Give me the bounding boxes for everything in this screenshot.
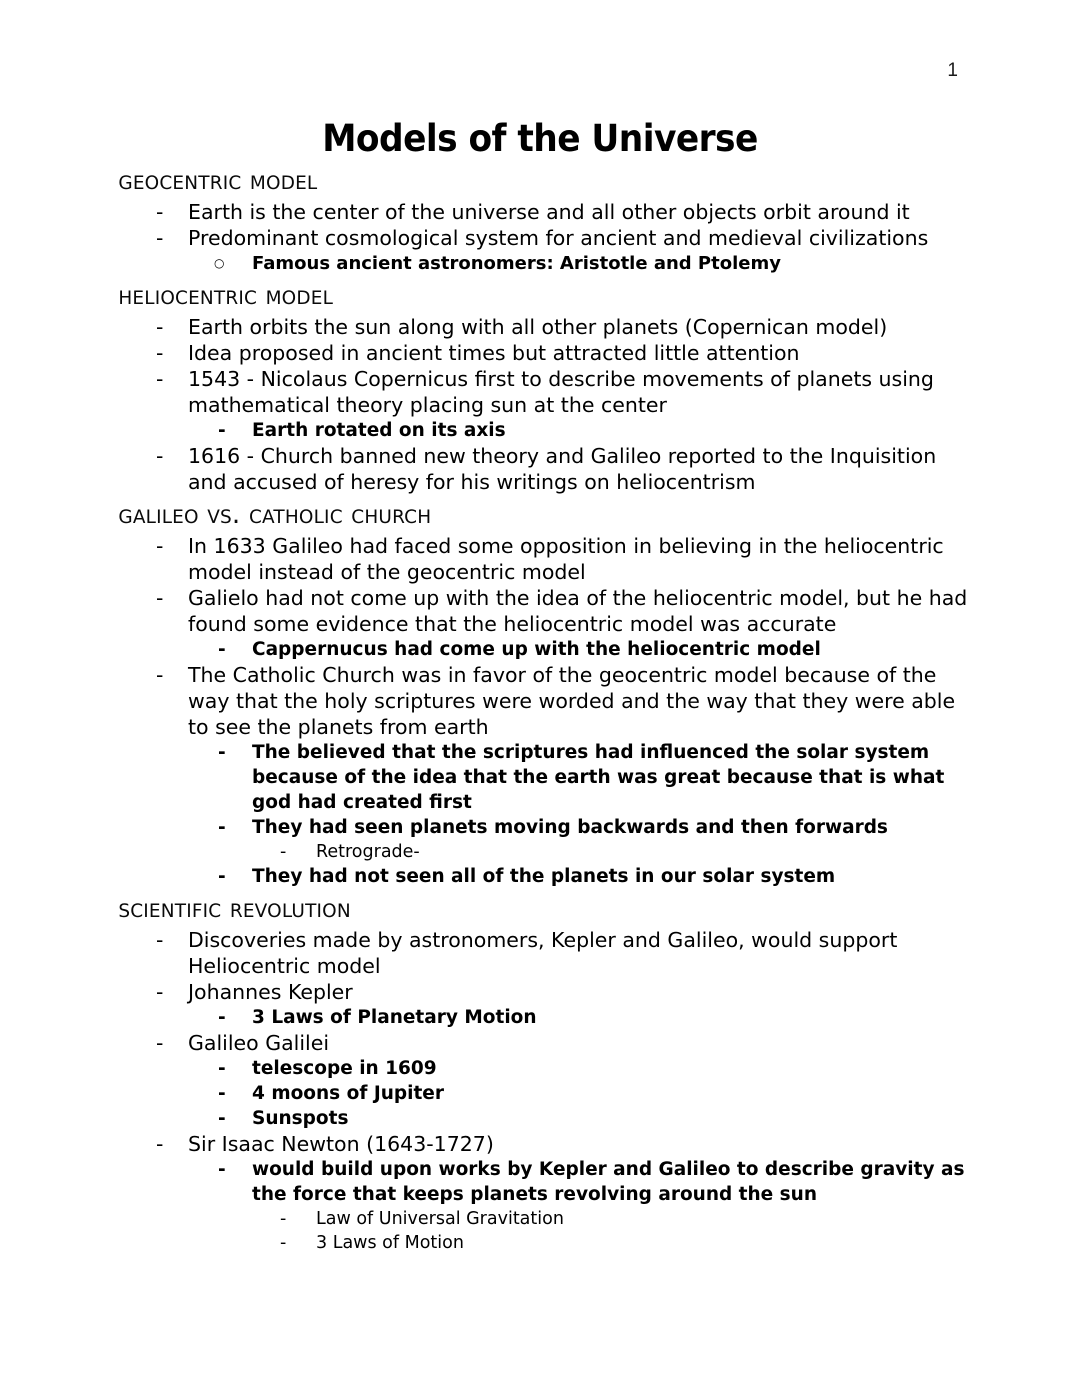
bullet-text: They had not seen all of the planets in our solar system (252, 866, 836, 887)
bullet-item (0, 815, 1080, 840)
bullet-text: Retrograde- (316, 842, 420, 862)
bullet-item (0, 1207, 1080, 1231)
bullet-text: Famous ancient astronomers: Aristotle and Ptolemy (252, 253, 781, 274)
bullet-marker-icon: - (156, 367, 164, 391)
bullet-item (0, 1056, 1080, 1081)
sections-container (0, 164, 1080, 1255)
section-heading: scientific revolution (118, 893, 351, 924)
section-heading: heliocentric model (118, 280, 334, 311)
bullet-text: 1616 - Church banned new theory and Galileo reported to the Inquisition and accused of heresy for his writings on heliocentrism (188, 444, 937, 494)
bullet-text: Johannes Kepler (188, 980, 353, 1004)
bullet-item (0, 1106, 1080, 1131)
bullet-text: Galielo had not come up with the idea of the heliocentric model, but he had found some evidence that the heliocentric model was accurate (188, 586, 968, 636)
bullet-text: The Catholic Church was in favor of the geocentric model because of the way that the holy scriptures were worded and the way that they were able to see the planets from earth (188, 663, 956, 739)
bullet-text: Earth rotated on its axis (252, 420, 506, 441)
bullet-item (0, 225, 1080, 251)
bullet-marker-icon: - (218, 1058, 226, 1079)
bullet-item (0, 314, 1080, 340)
bullet-item (0, 585, 1080, 637)
section-heading: galileo vs. catholic church (118, 499, 432, 530)
bullet-item (0, 740, 1080, 815)
bullet-item (0, 443, 1080, 495)
bullet-text: Earth is the center of the universe and all other objects orbit around it (188, 200, 910, 224)
bullet-marker-icon: - (156, 663, 164, 687)
section (0, 279, 1080, 495)
bullet-text: telescope in 1609 (252, 1058, 437, 1079)
bullet-text: Earth orbits the sun along with all other planets (Copernican model) (188, 315, 888, 339)
bullet-item (0, 1030, 1080, 1056)
bullet-text: Sir Isaac Newton (1643-1727) (188, 1132, 494, 1156)
page-number: 1 (947, 60, 958, 81)
bullet-marker-icon: - (156, 534, 164, 558)
bullet-text: 1543 - Nicolaus Copernicus first to describe movements of planets using mathematical theory placing sun at the center (188, 367, 934, 417)
section (0, 892, 1080, 1255)
bullet-marker-icon: - (218, 742, 226, 763)
bullet-marker-icon: - (218, 1007, 226, 1028)
bullet-item (0, 637, 1080, 662)
bullet-item (0, 662, 1080, 740)
bullet-marker-icon: - (218, 639, 226, 660)
bullet-marker-icon: - (156, 586, 164, 610)
bullet-item (0, 199, 1080, 225)
bullet-marker-icon: - (218, 420, 226, 441)
bullet-item (0, 1157, 1080, 1207)
bullet-item (0, 979, 1080, 1005)
bullet-item (0, 340, 1080, 366)
section (0, 164, 1080, 276)
bullet-item (0, 1005, 1080, 1030)
bullet-text: would build upon works by Kepler and Galileo to describe gravity as the force that keeps planets revolving around the sun (252, 1159, 965, 1205)
bullet-marker-icon: - (156, 1132, 164, 1156)
bullet-item (0, 840, 1080, 864)
bullet-item (0, 1131, 1080, 1157)
bullet-text: 4 moons of Jupiter (252, 1083, 444, 1104)
bullet-marker-icon: - (280, 1233, 287, 1253)
bullet-item (0, 1081, 1080, 1106)
section (0, 498, 1080, 889)
bullet-marker-icon: - (218, 817, 226, 838)
bullet-text: They had seen planets moving backwards and then forwards (252, 817, 888, 838)
bullet-marker-icon: - (280, 1209, 287, 1229)
bullet-text: 3 Laws of Motion (316, 1233, 464, 1253)
section-heading: geocentric model (118, 165, 318, 196)
bullet-text: Galileo Galilei (188, 1031, 330, 1055)
bullet-item (0, 251, 1080, 276)
bullet-marker-icon: - (280, 842, 287, 862)
bullet-marker-icon: - (156, 1031, 164, 1055)
page-title: Models of the Universe (322, 117, 758, 160)
bullet-text: Cappernucus had come up with the heliocentric model (252, 639, 821, 660)
bullet-marker-icon: ○ (214, 256, 225, 270)
bullet-marker-icon: - (218, 1159, 226, 1180)
bullet-marker-icon: - (218, 1108, 226, 1129)
bullet-marker-icon: - (156, 226, 164, 250)
bullet-marker-icon: - (218, 1083, 226, 1104)
bullet-text: 3 Laws of Planetary Motion (252, 1007, 537, 1028)
bullet-text: Discoveries made by astronomers, Kepler and Galileo, would support Heliocentric model (188, 928, 898, 978)
bullet-text: Predominant cosmological system for ancient and medieval civilizations (188, 226, 929, 250)
bullet-text: Sunspots (252, 1108, 349, 1129)
bullet-item (0, 1231, 1080, 1255)
bullet-item (0, 864, 1080, 889)
bullet-item (0, 418, 1080, 443)
bullet-text: Law of Universal Gravitation (316, 1209, 564, 1229)
bullet-marker-icon: - (218, 866, 226, 887)
bullet-marker-icon: - (156, 444, 164, 468)
bullet-marker-icon: - (156, 341, 164, 365)
document-body (0, 118, 1080, 1255)
bullet-item (0, 927, 1080, 979)
bullet-marker-icon: - (156, 200, 164, 224)
bullet-item (0, 366, 1080, 418)
bullet-text: The believed that the scriptures had influenced the solar system because of the idea that the earth was great because that is what god had created first (252, 742, 945, 813)
bullet-marker-icon: - (156, 928, 164, 952)
bullet-marker-icon: - (156, 315, 164, 339)
bullet-item (0, 533, 1080, 585)
bullet-marker-icon: - (156, 980, 164, 1004)
bullet-text: In 1633 Galileo had faced some opposition in believing in the heliocentric model instead of the geocentric model (188, 534, 944, 584)
bullet-text: Idea proposed in ancient times but attracted little attention (188, 341, 800, 365)
